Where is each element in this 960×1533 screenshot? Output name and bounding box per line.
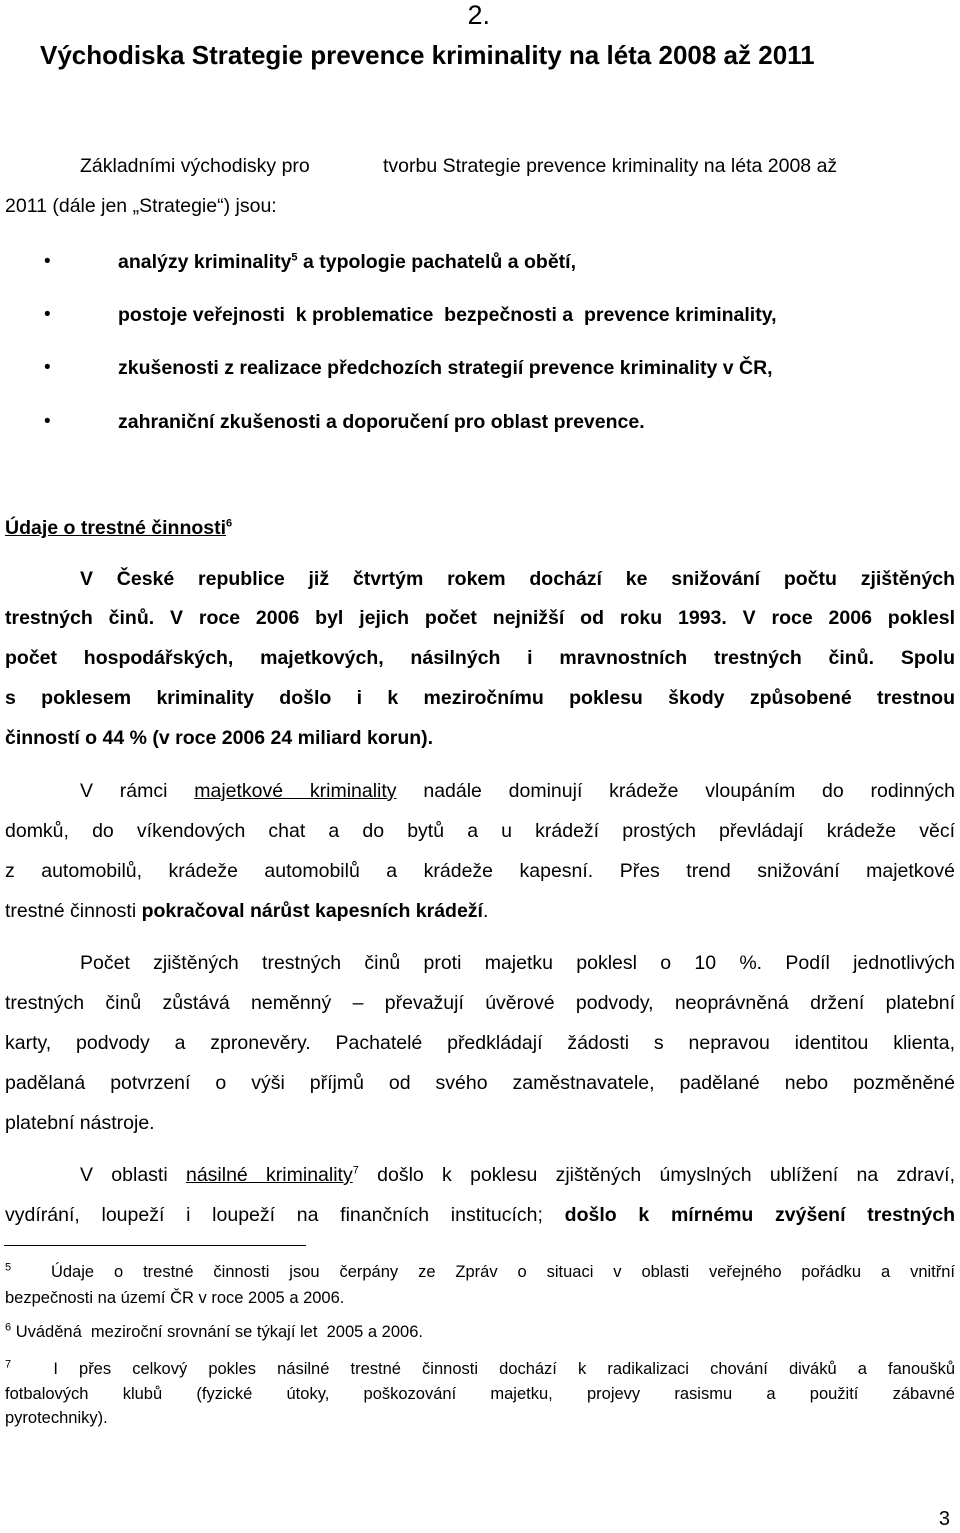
paragraph-line: trestných činů zůstává neměnný – převažují úvěrové podvody, neoprávněná držení platební — [5, 992, 955, 1014]
paragraph-line: trestných činů. V roce 2006 byl jejich počet nejnižší od roku 1993. V roce 2006 poklesl — [5, 607, 955, 629]
intro-line-2: 2011 (dále jen „Strategie“) jsou: — [5, 195, 277, 217]
paragraph-line: činností o 44 % (v roce 2006 24 miliard korun). — [5, 727, 434, 749]
footnote-6: $^6$ Uváděná meziroční srovnání se týkají let 2005 a 2006. — [5, 1321, 423, 1341]
chapter-title: Východiska Strategie prevence kriminality na léta 2008 až 2011 — [40, 40, 815, 70]
list-item: zkušenosti z realizace předchozích strategií prevence kriminality v ČR, — [118, 357, 773, 379]
paragraph-line: z automobilů, krádeže automobilů a krádeže kapesní. Přes trend snižování majetkové — [5, 860, 955, 882]
footnote-7-cont: pyrotechniky). — [5, 1409, 108, 1427]
paragraph-line: platební nástroje. — [5, 1112, 155, 1134]
paragraph-line: padělaná potvrzení o výši příjmů od svého zaměstnavatele, padělané nebo pozměněné — [5, 1072, 955, 1094]
intro-text-b: tvorbu Strategie prevence kriminality na léta 2008 až — [383, 155, 838, 177]
footnote-5: $^5$ Údaje o trestné činnosti jsou čerpány ze Zpráv o situaci v oblasti veřejného pořádku a vnitřní — [5, 1261, 955, 1281]
footnote-ref: 6 — [226, 517, 233, 530]
paragraph-line: trestné činnosti pokračoval nárůst kapesních krádeží. — [5, 900, 489, 922]
paragraph-line: karty, podvody a zpronevěry. Pachatelé předkládají žádosti s nepravou identitou klienta, — [5, 1032, 955, 1054]
intro-text-a: Základními východisky pro — [80, 155, 310, 177]
page-number: 3 — [938, 1508, 950, 1530]
bullet-dot-icon: • — [44, 357, 51, 378]
paragraph-line: V České republice již čtvrtým rokem dochází ke snižování počtu zjištěných — [80, 568, 955, 590]
underlined-term: násilné kriminality — [185, 1164, 353, 1186]
list-item: analýzy kriminality$^5$ a typologie pachatelů a obětí, — [118, 251, 577, 273]
paragraph-line: V rámci majetkové kriminality nadále dominují krádeže vloupáním do rodinných — [80, 780, 956, 802]
bullet-dot-icon: • — [44, 251, 51, 272]
paragraph-line: domků, do víkendových chat a do bytů a u krádeží prostých převládají krádeže věcí — [5, 820, 955, 842]
list-item: zahraniční zkušenosti a doporučení pro oblast prevence. — [118, 411, 645, 433]
footnote-ref: 5 — [291, 251, 298, 264]
underlined-term: majetkové kriminality — [194, 780, 397, 802]
paragraph-line: V oblasti násilné kriminality$^7$ došlo k poklesu zjištěných úmyslných ublížení na zdraví, — [80, 1164, 956, 1186]
paragraph-line: vydírání, loupeží i loupeží na finančních institucích; došlo k mírnému zvýšení trestných — [5, 1204, 956, 1226]
footnote-5-cont: bezpečnosti na území ČR v roce 2005 a 2006. — [5, 1289, 345, 1307]
footnote-ref: 7 — [352, 1164, 359, 1177]
footnote-separator — [4, 1245, 306, 1246]
footnote-7-cont: fotbalových klubů (fyzické útoky, poškozování majetku, projevy rasismu a použití zábavné — [5, 1385, 955, 1403]
intro-line-continued — [383, 155, 837, 178]
section-heading: Údaje o trestné činnosti$^6$ — [5, 517, 233, 539]
bullet-dot-icon: • — [44, 304, 51, 325]
footnote-7: $^7$ I přes celkový pokles násilné trestné činnosti dochází k radikalizaci chování diváků a fanoušků — [5, 1358, 955, 1378]
intro-line — [80, 155, 310, 178]
paragraph-line: s poklesem kriminality došlo i k meziročnímu poklesu škody způsobené trestnou — [5, 687, 955, 709]
chapter-number: 2. — [467, 0, 490, 30]
paragraph-line: Počet zjištěných trestných činů proti majetku poklesl o 10 %. Podíl jednotlivých — [80, 952, 955, 974]
list-item: postoje veřejnosti k problematice bezpečnosti a prevence kriminality, — [118, 304, 777, 326]
bullet-dot-icon: • — [44, 411, 51, 432]
paragraph-line: počet hospodářských, majetkových, násilných i mravnostních trestných činů. Spolu — [5, 647, 955, 669]
